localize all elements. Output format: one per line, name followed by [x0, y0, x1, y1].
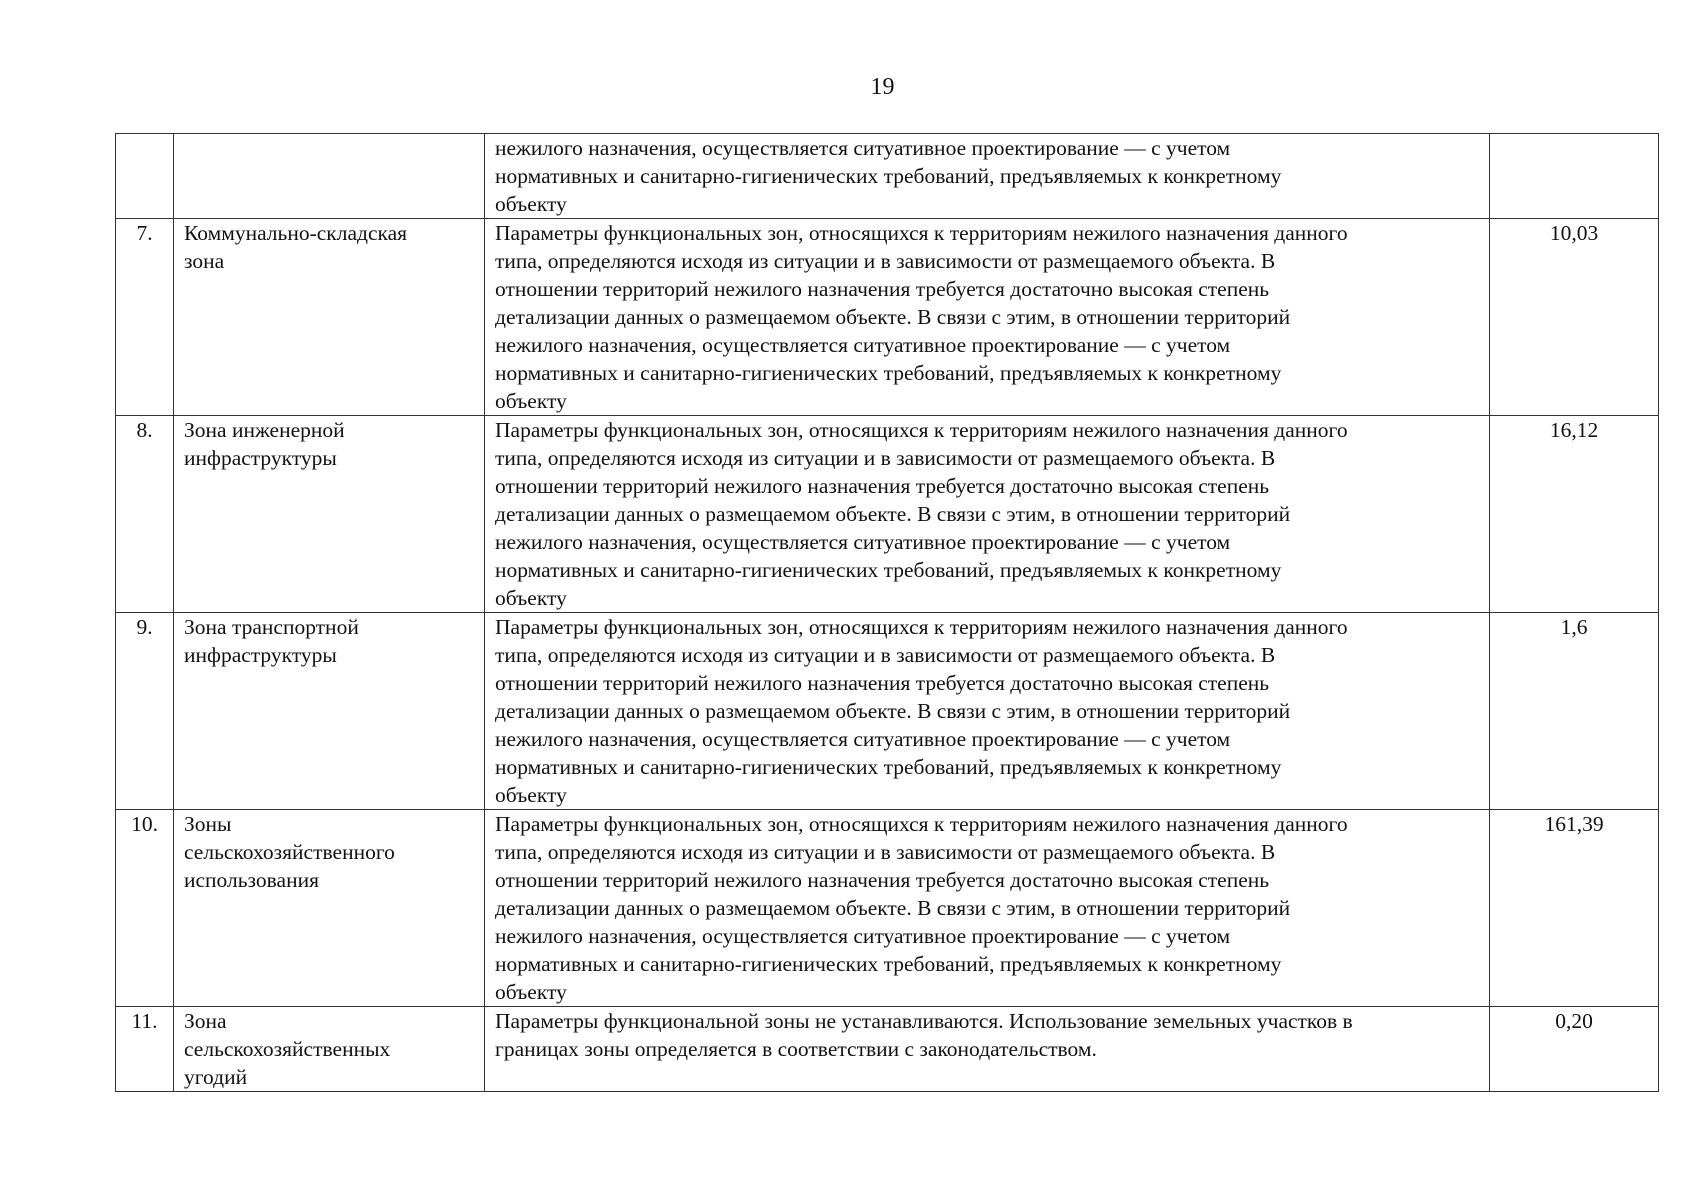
zone-name: Зона инженерной инфраструктуры — [174, 416, 485, 613]
zone-area: 0,20 — [1490, 1007, 1659, 1092]
row-number: 9. — [116, 613, 174, 810]
zone-description: Параметры функциональных зон, относящихся к территориям нежилого назначения данного типа, определяются исходя из ситуации и в зависимости от размещаемого объекта. В отношении территорий нежилого назначения требуется достаточно высокая степень детализации данных о размещаемом объекте. В связи с этим, в отношении территорий нежилого назначения, осуществляется ситуативное проектирование — с учетом нормативных и санитарно-гигиенических требований, предъявляемых к конкретному объекту — [485, 219, 1490, 416]
row-number: 8. — [116, 416, 174, 613]
row-number: 11. — [116, 1007, 174, 1092]
zone-area — [1490, 134, 1659, 219]
zone-area: 161,39 — [1490, 810, 1659, 1007]
table-row — [116, 613, 1659, 810]
zone-description: Параметры функциональных зон, относящихся к территориям нежилого назначения данного типа, определяются исходя из ситуации и в зависимости от размещаемого объекта. В отношении территорий нежилого назначения требуется достаточно высокая степень детализации данных о размещаемом объекте. В связи с этим, в отношении территорий нежилого назначения, осуществляется ситуативное проектирование — с учетом нормативных и санитарно-гигиенических требований, предъявляемых к конкретному объекту — [485, 810, 1490, 1007]
row-number: 7. — [116, 219, 174, 416]
row-number: 10. — [116, 810, 174, 1007]
table-row-continuation — [116, 134, 1659, 219]
zone-area: 16,12 — [1490, 416, 1659, 613]
zone-name: Зоны сельскохозяйственного использования — [174, 810, 485, 1007]
zone-description: нежилого назначения, осуществляется ситуативное проектирование — с учетом нормативных и санитарно-гигиенических требований, предъявляемых к конкретному объекту — [485, 134, 1490, 219]
table-row — [116, 416, 1659, 613]
zone-description: Параметры функциональных зон, относящихся к территориям нежилого назначения данного типа, определяются исходя из ситуации и в зависимости от размещаемого объекта. В отношении территорий нежилого назначения требуется достаточно высокая степень детализации данных о размещаемом объекте. В связи с этим, в отношении территорий нежилого назначения, осуществляется ситуативное проектирование — с учетом нормативных и санитарно-гигиенических требований, предъявляемых к конкретному объекту — [485, 416, 1490, 613]
zone-description: Параметры функциональных зон, относящихся к территориям нежилого назначения данного типа, определяются исходя из ситуации и в зависимости от размещаемого объекта. В отношении территорий нежилого назначения требуется достаточно высокая степень детализации данных о размещаемом объекте. В связи с этим, в отношении территорий нежилого назначения, осуществляется ситуативное проектирование — с учетом нормативных и санитарно-гигиенических требований, предъявляемых к конкретному объекту — [485, 613, 1490, 810]
table-row — [116, 219, 1659, 416]
zone-name: Зона сельскохозяйственных угодий — [174, 1007, 485, 1092]
zone-area: 1,6 — [1490, 613, 1659, 810]
zone-description: Параметры функциональной зоны не устанавливаются. Использование земельных участков в границах зоны определяется в соответствии с законодательством. — [485, 1007, 1490, 1092]
zones-table — [115, 133, 1659, 1092]
row-number — [116, 134, 174, 219]
zone-name: Зона транспортной инфраструктуры — [174, 613, 485, 810]
zone-name — [174, 134, 485, 219]
zone-area: 10,03 — [1490, 219, 1659, 416]
table-row — [116, 810, 1659, 1007]
zone-name: Коммунально-складская зона — [174, 219, 485, 416]
page-number: 19 — [870, 74, 895, 100]
table-row — [116, 1007, 1659, 1092]
